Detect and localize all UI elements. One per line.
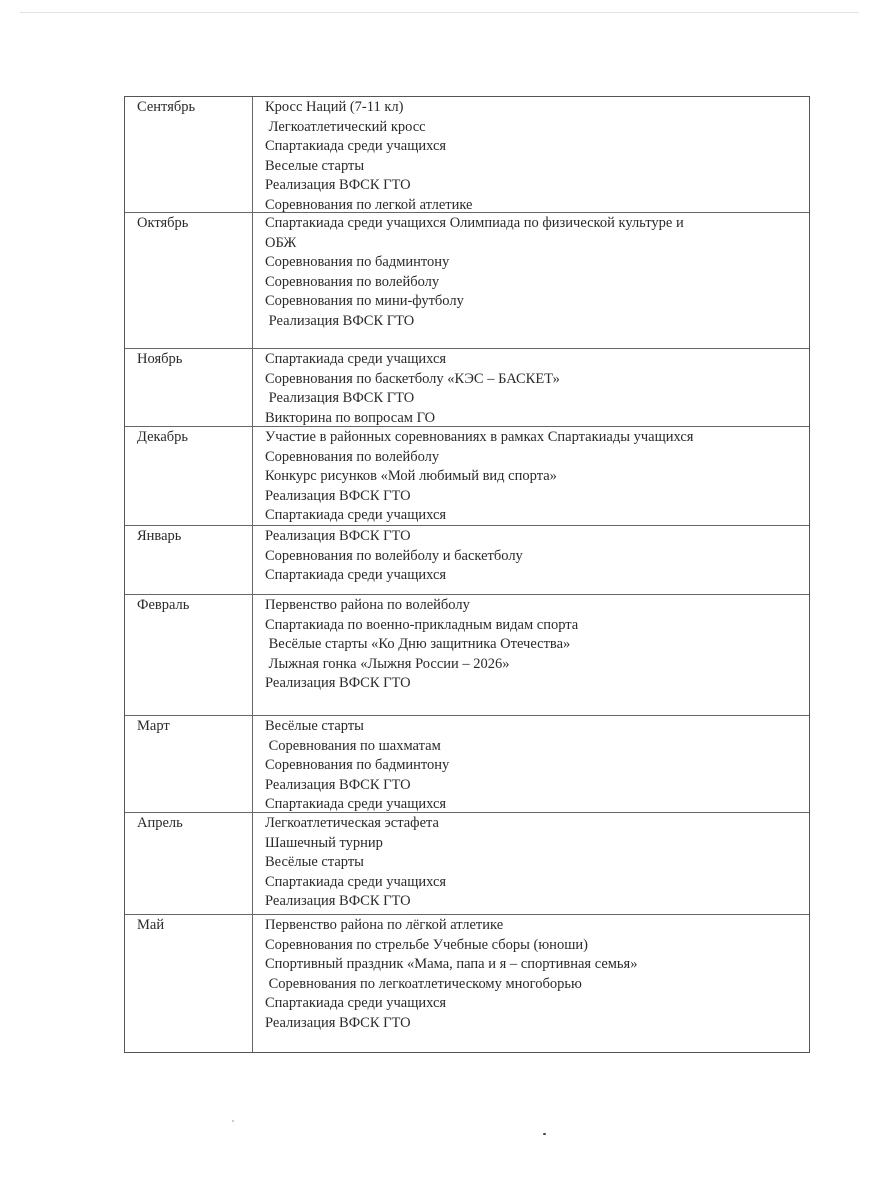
table-row-november	[125, 348, 809, 426]
event-item: Весёлые старты «Ко Дню защитника Отечества»	[265, 636, 571, 653]
events-cell	[253, 595, 809, 715]
event-item: Соревнования по мини-футболу	[265, 293, 464, 310]
event-item: Лыжная гонка «Лыжня России – 2026»	[265, 655, 510, 672]
event-item: Спартакиада по военно-прикладным видам спорта	[265, 616, 579, 633]
event-item: Соревнования по стрельбе Учебные сборы (юноши)	[265, 936, 588, 953]
month-cell: Сентябрь	[125, 97, 253, 212]
event-item: Соревнования по волейболу	[265, 448, 440, 465]
event-item: Реализация ВФСК ГТО	[265, 487, 411, 504]
event-item: Весёлые старты	[265, 854, 364, 871]
event-item: Спартакиада среди учащихся	[265, 351, 447, 367]
table-row-september	[125, 97, 809, 212]
event-item: Реализация ВФСК ГТО	[265, 1014, 411, 1031]
event-item: Соревнования по шахматам	[265, 737, 441, 754]
month-cell: Апрель	[125, 813, 253, 914]
event-item: Веселые старты	[265, 157, 365, 174]
table-row-may	[125, 914, 809, 1052]
event-item: ОБЖ	[265, 234, 297, 251]
event-item: Реализация ВФСК ГТО	[265, 177, 411, 194]
events-cell	[253, 526, 809, 594]
month-cell: Март	[125, 716, 253, 812]
event-item: Соревнования по баскетболу «КЭС – БАСКЕТ»	[265, 370, 560, 387]
table-row-march	[125, 715, 809, 812]
event-item: Соревнования по бадминтону	[265, 254, 450, 271]
event-item: Соревнования по легкой атлетике	[265, 196, 473, 213]
table-row-october	[125, 212, 809, 348]
event-item: Шашечный турнир	[265, 834, 383, 851]
event-item: Соревнования по легкоатлетическому многоборью	[265, 975, 582, 992]
event-item: Первенство района по волейболу	[265, 597, 470, 613]
event-item: Реализация ВФСК ГТО	[265, 675, 411, 692]
event-item: Реализация ВФСК ГТО	[265, 390, 415, 407]
events-cell	[253, 213, 809, 348]
events-cell	[253, 813, 809, 914]
event-item: Реализация ВФСК ГТО	[265, 312, 415, 329]
event-item: Весёлые старты	[265, 718, 364, 734]
event-item: Спартакиада среди учащихся	[265, 873, 447, 890]
events-cell	[253, 716, 809, 812]
event-item: Соревнования по волейболу	[265, 273, 440, 290]
event-item: Легкоатлетический кросс	[265, 118, 426, 135]
month-cell: Май	[125, 915, 253, 1052]
table-row-january	[125, 525, 809, 594]
events-cell	[253, 915, 809, 1052]
month-cell: Февраль	[125, 595, 253, 715]
event-item: Спартакиада среди учащихся	[265, 138, 447, 155]
event-item: Спортивный праздник «Мама, папа и я – спортивная семья»	[265, 956, 638, 973]
month-cell: Декабрь	[125, 427, 253, 525]
month-cell: Октябрь	[125, 213, 253, 348]
event-item: Викторина по вопросам ГО	[265, 409, 436, 426]
events-cell	[253, 349, 809, 426]
sports-events-table	[124, 96, 810, 1053]
event-item: Конкурс рисунков «Мой любимый вид спорта»	[265, 468, 557, 485]
table-row-december	[125, 426, 809, 525]
table-row-april	[125, 812, 809, 914]
event-item: Спартакиада среди учащихся Олимпиада по физической культуре и	[265, 215, 684, 231]
event-item: Спартакиада среди учащихся	[265, 567, 447, 584]
scan-page-edge	[20, 12, 859, 13]
event-item: Спартакиада среди учащихся	[265, 796, 447, 813]
event-item: Спартакиада среди учащихся	[265, 507, 447, 524]
month-cell: Ноябрь	[125, 349, 253, 426]
event-item: Первенство района по лёгкой атлетике	[265, 917, 504, 933]
event-item: Реализация ВФСК ГТО	[265, 528, 411, 544]
event-item: Участие в районных соревнованиях в рамках Спартакиады учащихся	[265, 429, 694, 445]
scan-speck	[232, 1120, 234, 1122]
table-row-february	[125, 594, 809, 715]
scan-speck	[543, 1133, 546, 1135]
event-item: Легкоатлетическая эстафета	[265, 815, 439, 831]
event-item: Соревнования по бадминтону	[265, 757, 450, 774]
event-item: Реализация ВФСК ГТО	[265, 893, 411, 910]
events-cell	[253, 97, 809, 212]
month-cell: Январь	[125, 526, 253, 594]
event-item: Спартакиада среди учащихся	[265, 995, 447, 1012]
event-item: Кросс Наций (7-11 кл)	[265, 99, 404, 115]
events-cell	[253, 427, 809, 525]
event-item: Соревнования по волейболу и баскетболу	[265, 547, 523, 564]
event-item: Реализация ВФСК ГТО	[265, 776, 411, 793]
